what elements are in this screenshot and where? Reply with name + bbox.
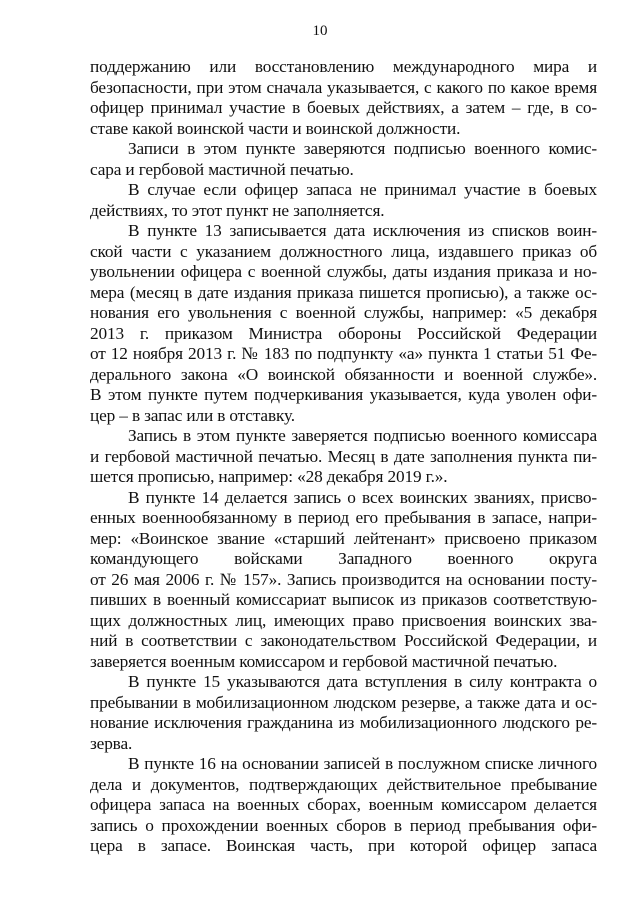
paragraph [90, 672, 597, 754]
text-line: запись о прохождении военных сборов в период пребывания офи- [90, 815, 597, 835]
document-body [90, 57, 597, 857]
text-line: енных военнообязанному в период его пребывания в запасе, напри- [90, 508, 597, 527]
text-line: командующего войсками Западного военного округа [90, 549, 597, 568]
text-line: В пункте 14 делается запись о всех воинских званиях, присво- [128, 487, 597, 507]
text-line: В случае если офицер запаса не принимал участие в боевых [128, 180, 597, 199]
text-line: шется прописью, например: «28 декабря 2019 г.». [90, 467, 448, 486]
text-line: пивших в военный комиссариат выписок из приказов соответствую- [90, 590, 597, 609]
text-line: В пункте 15 указываются дата вступления в силу контракта о [128, 672, 597, 691]
page-number: 10 [312, 23, 328, 39]
text-line: и гербовой мастичной печатью. Месяц в дате заполнения пункта пи- [90, 446, 597, 466]
text-line: сара и гербовой мастичной печатью. [90, 159, 354, 179]
text-line: ской части с указанием должностного лица, издавшего приказ об [90, 241, 597, 261]
text-line: безопасности, при этом сначала указывается, с какого по какое время [90, 77, 597, 97]
text-line: зерва. [90, 733, 133, 753]
text-line: мер: «Воинское звание «старший лейтенант» присвоено приказом [90, 528, 597, 548]
paragraph [90, 57, 597, 139]
text-line: цер – в запас или в отставку. [90, 405, 295, 425]
paragraph [90, 754, 597, 857]
text-line: нование исключения гражданина из мобилизационного людского ре- [90, 713, 597, 732]
text-line: дерального закона «О воинской обязанности и военной службе». [90, 364, 597, 384]
text-line: ний в соответствии с законодательством Российской Федерации, и [90, 631, 597, 650]
paragraph [90, 180, 597, 221]
text-line: щих должностных лиц, имеющих право присвоения воинских зва- [90, 610, 597, 630]
text-line: цера в запасе. Воинская часть, при которой офицер запаса [90, 836, 597, 855]
paragraph [90, 221, 597, 426]
text-line: нования его увольнения с военной службы, например: «5 декабря [90, 303, 597, 322]
text-line: Запись в этом пункте заверяется подписью военного комиссара [128, 426, 597, 445]
text-line: В пункте 13 записывается дата исключения из списков воин- [128, 221, 597, 240]
text-line: мера (месяц в дате издания приказа пишется прописью), а также ос- [90, 282, 597, 302]
paragraph [90, 426, 597, 488]
text-line: от 12 ноября 2013 г. № 183 по подпункту «а» пункта 1 статьи 51 Фе- [90, 344, 597, 363]
text-line: В пункте 16 на основании записей в послужном списке личного [128, 754, 597, 773]
text-line: В этом пункте путем подчеркивания указывается, куда уволен офи- [90, 385, 597, 404]
text-line: увольнении офицера с военной службы, даты издания приказа и но- [90, 262, 597, 281]
paragraph [90, 488, 597, 673]
text-line: заверяется военным комиссаром и гербовой мастичной печатью. [90, 651, 558, 671]
text-line: поддержанию или восстановлению международного мира и [90, 57, 597, 76]
text-line: офицер принимал участие в боевых действиях, а затем – где, в со- [90, 98, 597, 117]
text-line: от 26 мая 2006 г. № 157». Запись производится на основании посту- [90, 569, 597, 589]
text-line: Записи в этом пункте заверяются подписью военного комис- [128, 139, 597, 158]
paragraph [90, 139, 597, 180]
text-line: 2013 г. приказом Министра обороны Российской Федерации [90, 323, 597, 343]
text-line: дела и документов, подтверждающих действительное пребывание [90, 774, 597, 794]
text-line: офицера запаса на военных сборах, военным комиссаром делается [90, 795, 597, 814]
text-line: действиях, то этот пункт не заполняется. [90, 200, 385, 220]
text-line: ставе какой воинской части и воинской должности. [90, 118, 461, 138]
text-line: пребывании в мобилизационном людском резерве, а также дата и ос- [90, 692, 597, 712]
